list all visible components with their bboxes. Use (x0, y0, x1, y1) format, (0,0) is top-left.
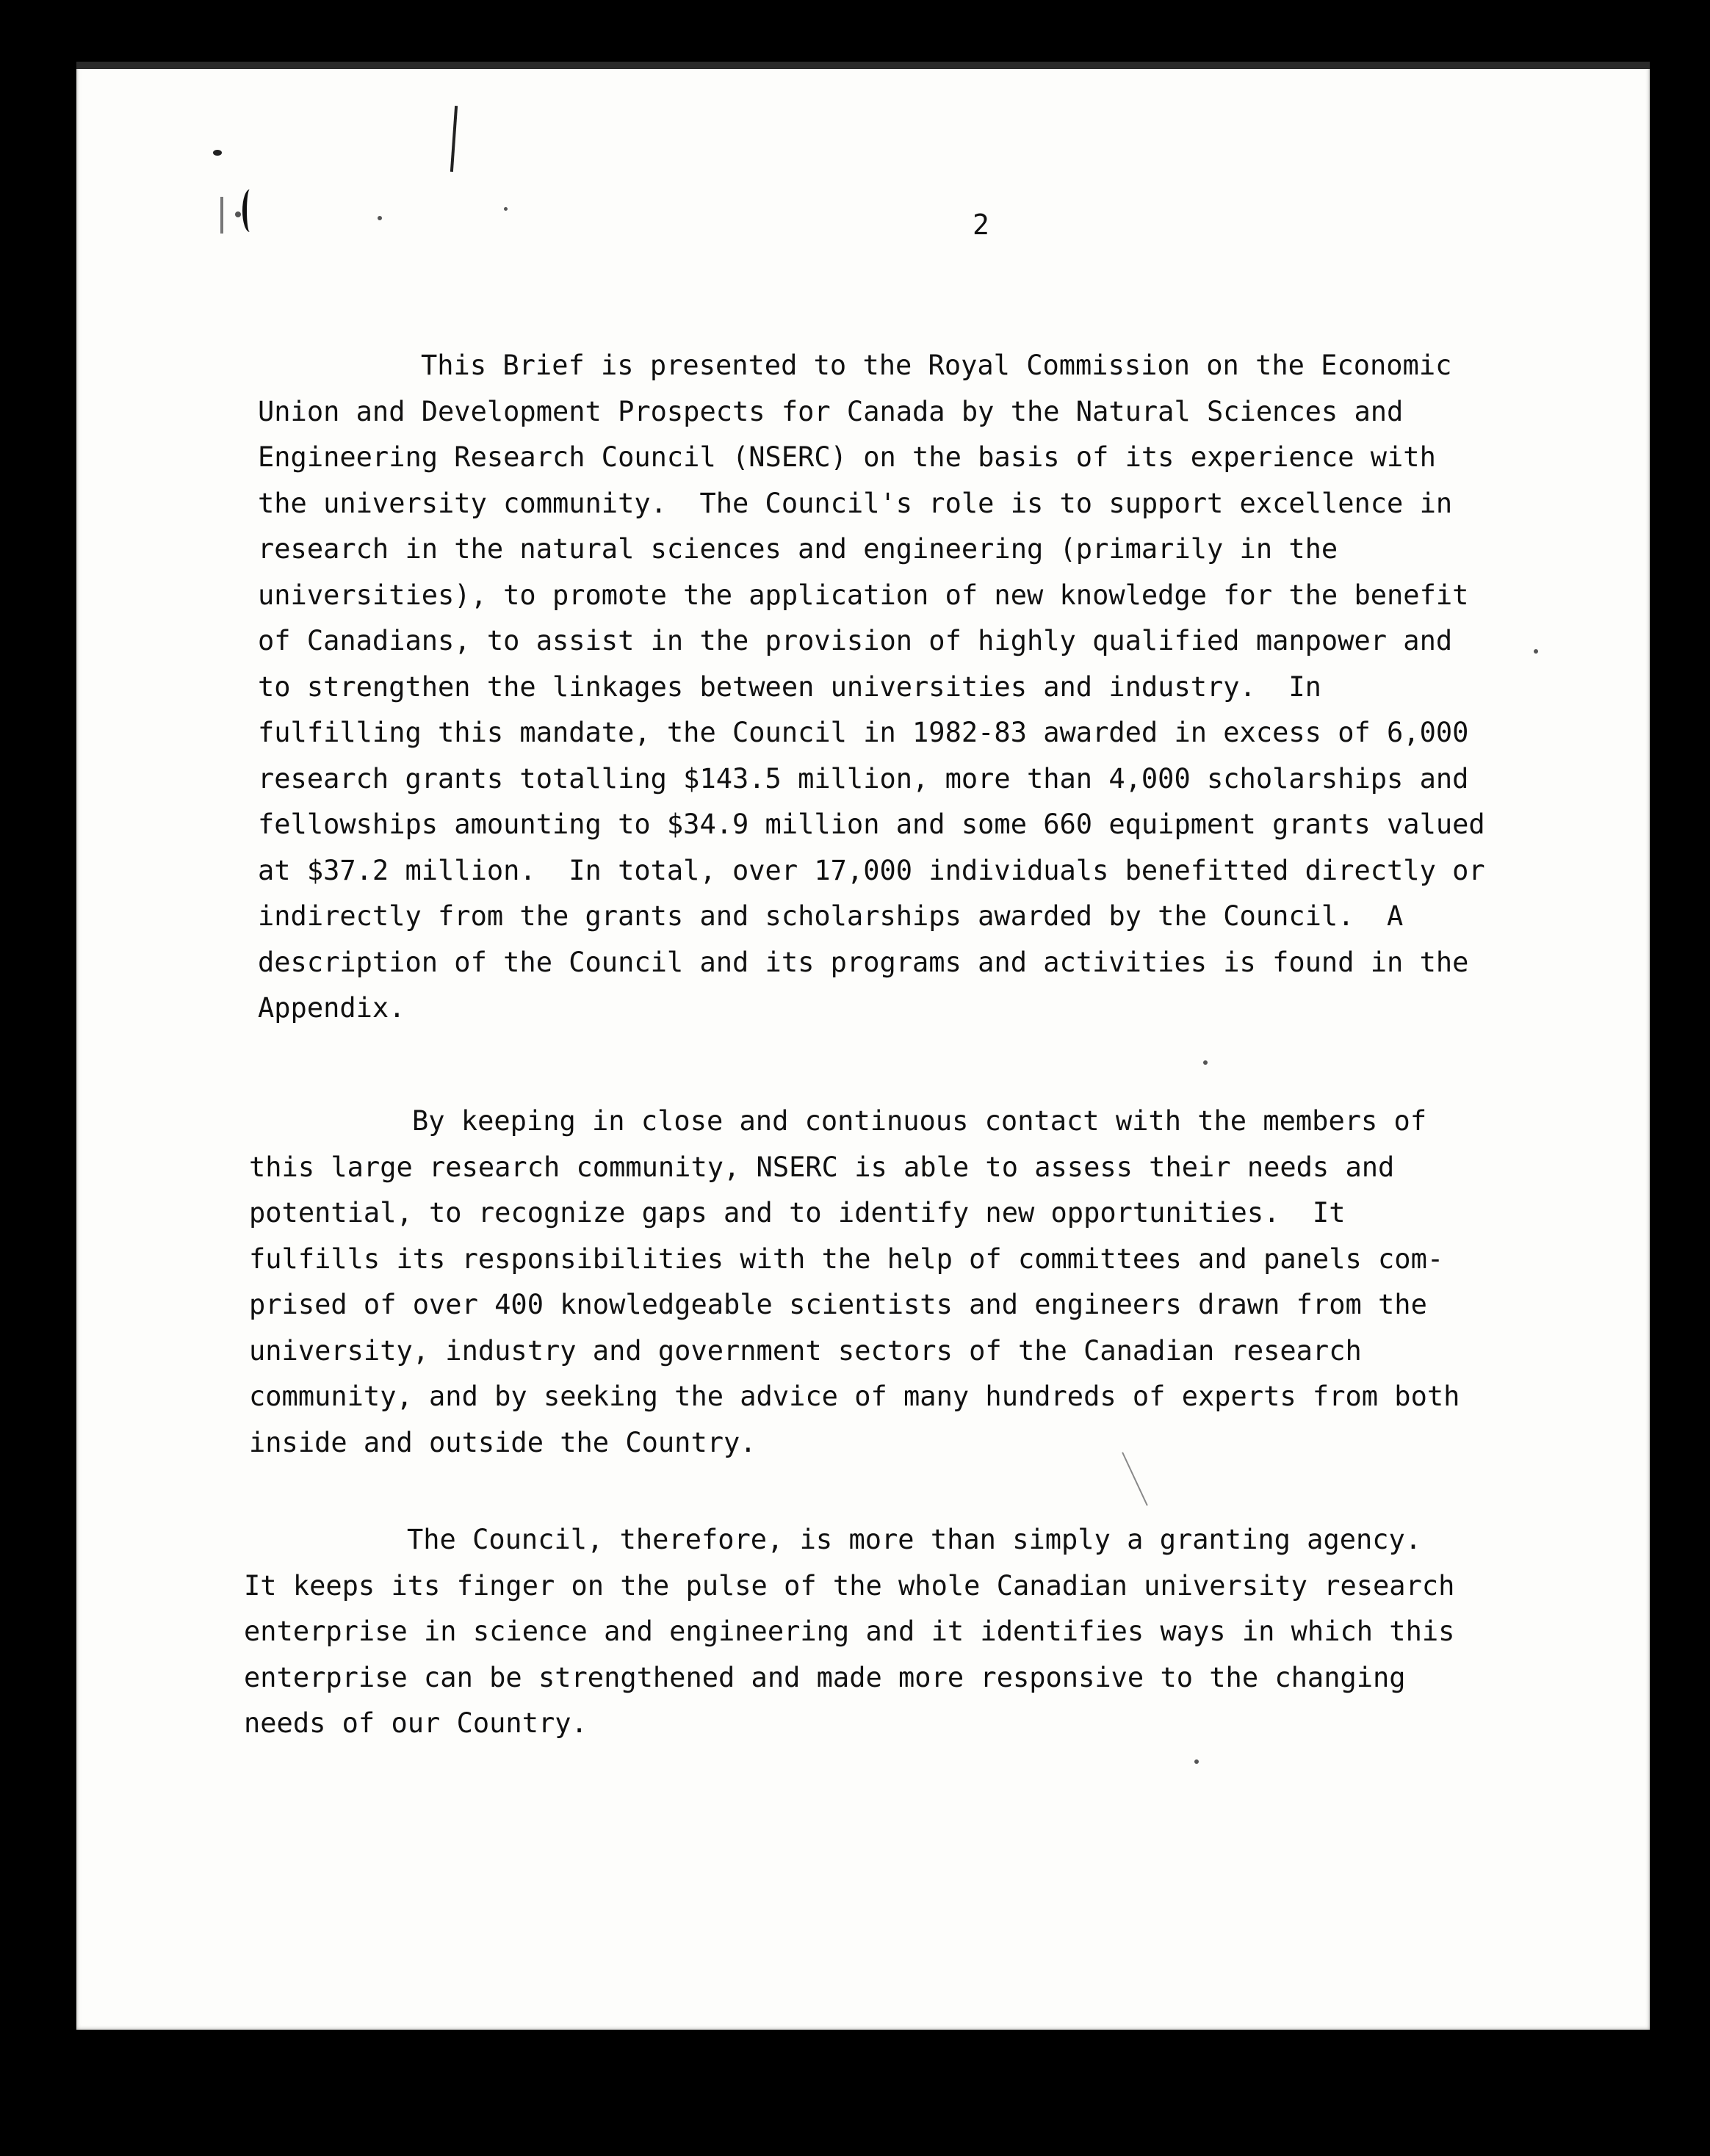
paragraph-line: Appendix. (258, 992, 405, 1024)
page-top-edge-shadow (76, 62, 1650, 69)
paragraph-3 (244, 1517, 1455, 1747)
paragraph-line: at $37.2 million. In total, over 17,000 individuals benefitted directly or (258, 854, 1485, 886)
paragraph-line: indirectly from the grants and scholarships awarded by the Council. A (258, 900, 1404, 932)
paragraph-line: needs of our Country. (244, 1707, 588, 1739)
paragraph-line: It keeps its finger on the pulse of the whole Canadian university research (244, 1569, 1455, 1602)
paragraph-1 (258, 343, 1485, 1032)
scan-speck (1534, 649, 1538, 654)
paragraph-line: to strengthen the linkages between universities and industry. In (258, 670, 1321, 703)
paragraph-line: inside and outside the Country. (249, 1426, 757, 1458)
paragraph-line: enterprise in science and engineering and it identifies ways in which this (244, 1616, 1455, 1647)
paragraph-line: description of the Council and its programs and activities is found in the (258, 946, 1469, 978)
paragraph-line: of Canadians, to assist in the provision of highly qualified manpower and (258, 625, 1453, 656)
paragraph-line: university, industry and government sectors of the Canadian research (249, 1334, 1362, 1367)
paragraph-line: fellowships amounting to $34.9 million and some 660 equipment grants valued (258, 808, 1485, 840)
paragraph-line: prised of over 400 knowledgeable scientists and engineers drawn from the (249, 1289, 1427, 1320)
paragraph-line: Engineering Research Council (NSERC) on the basis of its experience with (258, 441, 1436, 473)
paragraph-line: The Council, therefore, is more than simply a granting agency. (407, 1524, 1422, 1555)
scan-speck (1194, 1759, 1199, 1764)
paragraph-line: This Brief is presented to the Royal Commission on the Economic (421, 350, 1452, 381)
scan-speck (235, 211, 241, 217)
paragraph-line: enterprise can be strengthened and made more responsive to the changing (244, 1661, 1406, 1693)
scan-mark (213, 150, 222, 156)
scan-speck (1203, 1060, 1208, 1065)
scan-mark (242, 189, 257, 232)
paragraph-line: Union and Development Prospects for Canada by the Natural Sciences and (258, 395, 1404, 427)
paragraph-line: this large research community, NSERC is able to assess their needs and (249, 1151, 1395, 1183)
paragraph-line: universities), to promote the application of new knowledge for the benefit (258, 579, 1469, 611)
paragraph-line: By keeping in close and continuous contact with the members of (412, 1105, 1427, 1137)
paragraph-line: fulfilling this mandate, the Council in 1982-83 awarded in excess of 6,000 (258, 717, 1469, 748)
paragraph-line: community, and by seeking the advice of many hundreds of experts from both (249, 1381, 1460, 1412)
paragraph-line: research grants totalling $143.5 million, more than 4,000 scholarships and (258, 762, 1469, 795)
page-number: 2 (973, 209, 989, 241)
scan-speck (378, 216, 382, 220)
scan-mark (220, 197, 223, 234)
scan-speck (504, 207, 508, 211)
paragraph-line: research in the natural sciences and engineering (primarily in the (258, 533, 1338, 565)
paragraph-2 (249, 1099, 1460, 1466)
scan-mark (450, 106, 458, 172)
paragraph-line: the university community. The Council's role is to support excellence in (258, 487, 1453, 519)
paragraph-line: fulfills its responsibilities with the help of committees and panels com- (249, 1242, 1444, 1275)
paragraph-line: potential, to recognize gaps and to identify new opportunities. It (249, 1197, 1346, 1229)
